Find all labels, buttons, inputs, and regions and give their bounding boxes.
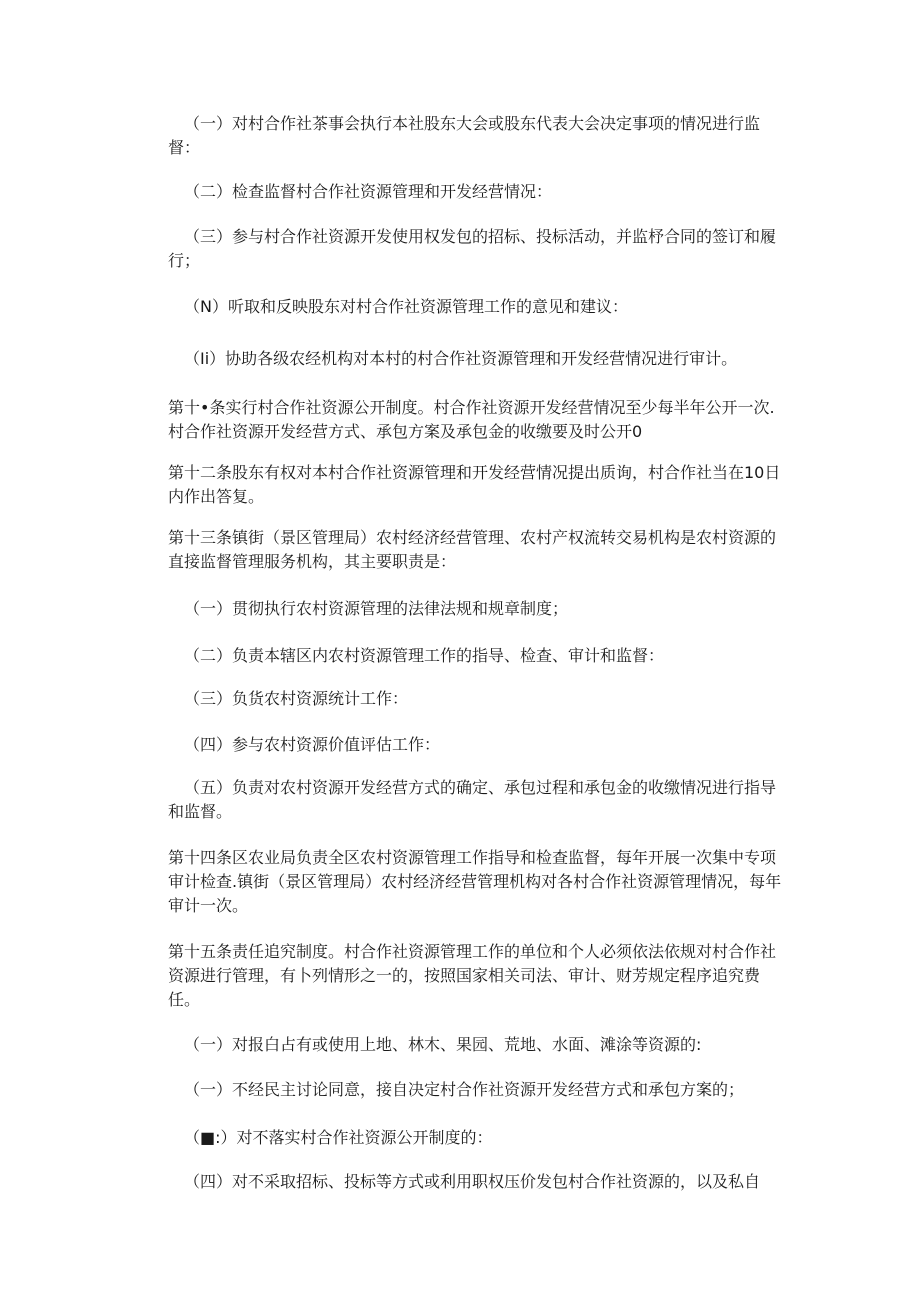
clause-item: （Ii）协助各级农经机构对本村的村合作社资源管理和开发经营情况进行审计。 (184, 349, 738, 368)
article-paragraph: 第十二条股东有权对本村合作社资源管理和开发经营情况提出质询，村合作社当在10日内作出答复。 (168, 463, 781, 506)
clause-item: （三）参与村合作社资源开发使用权发包的招标、投标活动，并监杼合同的签订和履行； (168, 227, 777, 270)
clause-item: （二）负责本辖区内农村资源管理工作的指导、检查、审计和监督： (184, 646, 665, 665)
article-paragraph: 第十•条实行村合作社资源公开制度。村合作社资源开发经营情况至少每半年公开一次.村合作社资源开发经营方式、承包方案及承包金的收缴要及时公开0 (168, 398, 775, 441)
clause-item: （一）对报白占有或使用上地、林木、果园、荒地、水面、滩涂等资源的: (184, 1035, 702, 1054)
clause-item: （一）不经民主讨论同意，接自决定村合作社资源开发经营方式和承包方案的； (184, 1080, 745, 1099)
clause-item: （五）负责对农村资源开发经营方式的确定、承包过程和承包金的收缴情况进行指导和监督。 (168, 778, 777, 821)
clause-item: （一）对村合作社茶事会执行本社股东大会或股东代表大会决定事项的情况进行监督： (168, 114, 761, 157)
clause-item: （四）参与农村资源价值评估工作： (184, 735, 441, 754)
article-paragraph: 第十三条镇街（景区管理局）农村经济经营管理、农村产权流转交易机构是农村资源的直接监督管理服务机构，其主要职责是： (168, 528, 777, 571)
clause-item: （二）检查监督村合作社资源管理和开发经营情况： (184, 182, 553, 201)
article-paragraph: 第十四条区农业局负责全区农村资源管理工作指导和检查监督，每年开展一次集中专项审计检查.镇街（景区管理局）农村经济经营管理机构对各村合作社资源管理情况，每年审计一次。 (168, 848, 782, 915)
clause-item: （N）听取和反映股东对村合作社资源管理工作的意见和建议： (184, 297, 628, 316)
clause-item: （四）对不采取招标、投标等方式或利用职权压价发包村合作社资源的，以及私自 (184, 1172, 761, 1191)
clause-item: （一）贯彻执行农村资源管理的法律法规和规章制度； (184, 599, 569, 618)
clause-item: （三）负货农村资源统计工作： (184, 689, 409, 708)
clause-item: （■:）对不落实村合作社资源公开制度的： (184, 1128, 493, 1147)
article-paragraph: 第十五条责任追究制度。村合作社资源管理工作的单位和个人必须依法依规对村合作社资源进行管理，有卜列情形之一的，按照国家相关司法、审计、财芳规定程序追究费任。 (168, 942, 777, 1009)
